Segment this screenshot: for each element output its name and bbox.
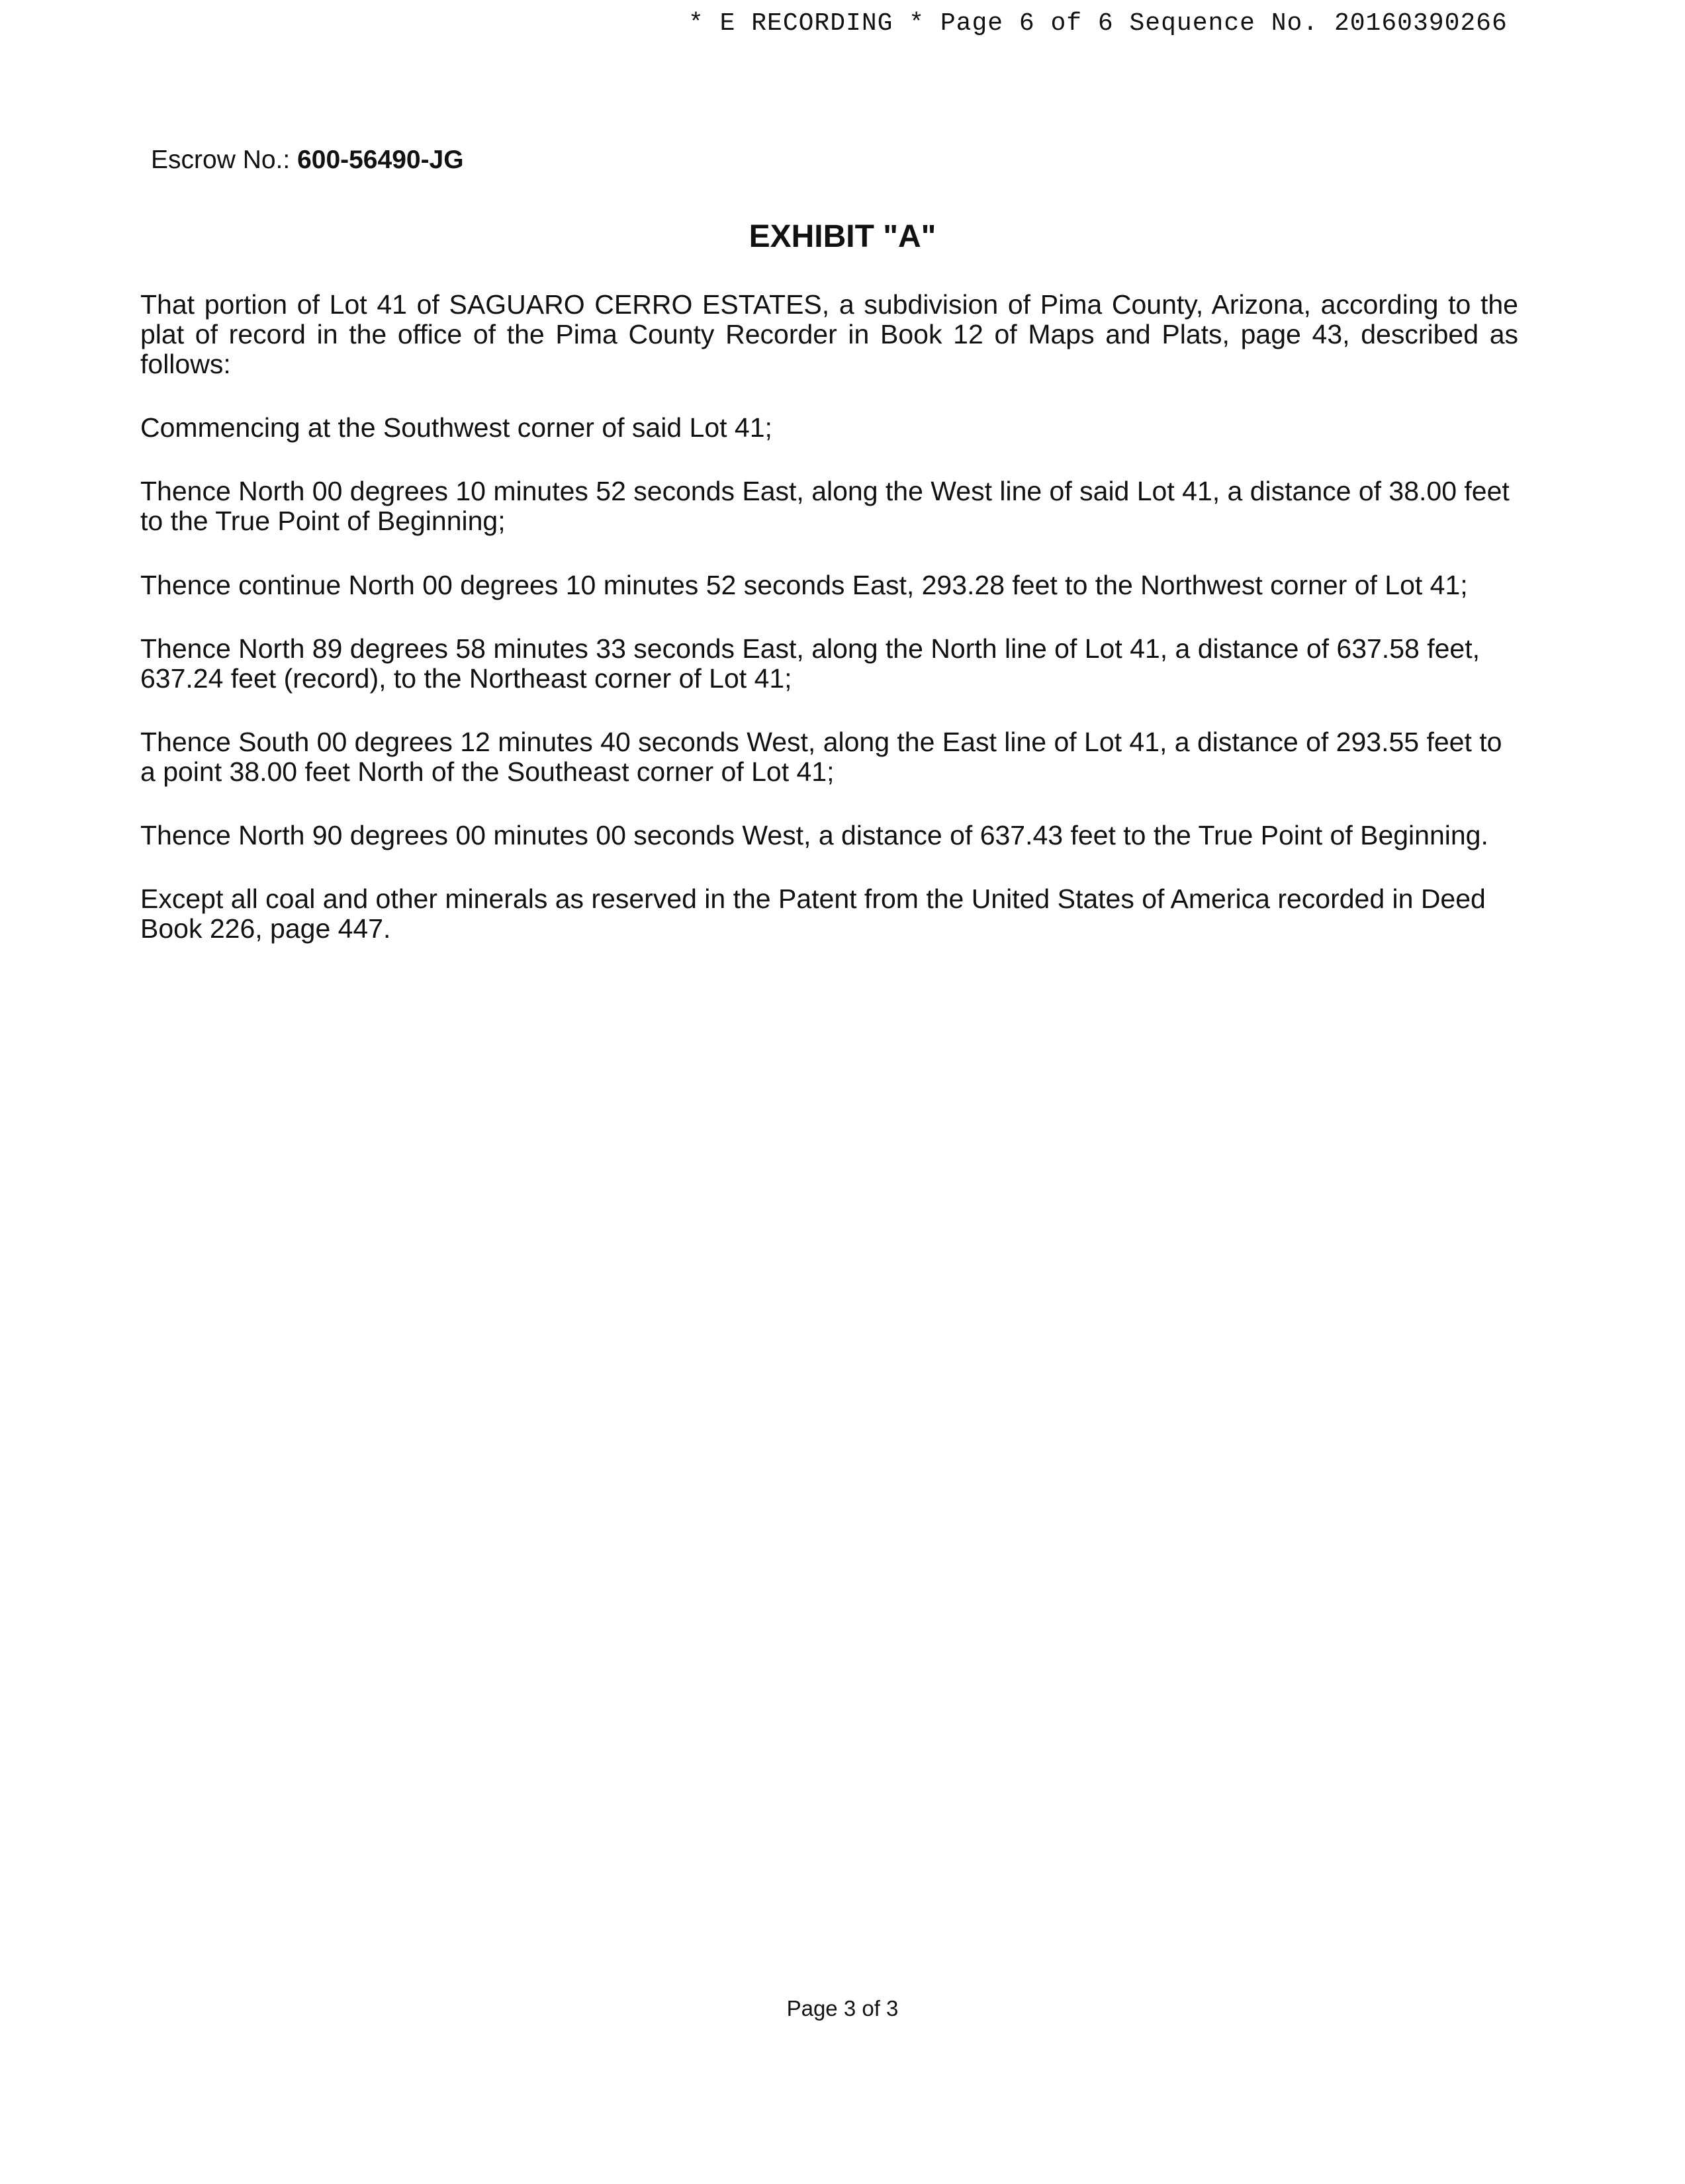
- paragraph-exception: Except all coal and other minerals as reserved in the Patent from the United States of America recorded in Deed Book 226, page 447.: [140, 884, 1486, 944]
- recording-header: * E RECORDING * Page 6 of 6 Sequence No. 20160390266: [688, 9, 1508, 38]
- escrow-number: 600-56490-JG: [297, 146, 464, 174]
- paragraph-course-5: Thence North 90 degrees 00 minutes 00 seconds West, a distance of 637.43 feet to the True Point of Beginning.: [140, 820, 1488, 851]
- page-number-footer: Page 3 of 3: [786, 1996, 899, 2021]
- paragraph-course-4: Thence South 00 degrees 12 minutes 40 seconds West, along the East line of Lot 41, a distance of 293.55 feet to a point 38.00 feet North of the Southeast corner of Lot 41;: [140, 726, 1502, 787]
- paragraph-course-3: Thence North 89 degrees 58 minutes 33 seconds East, along the North line of Lot 41, a distance of 637.58 feet, 637.24 feet (record), to the Northeast corner of Lot 41;: [140, 633, 1480, 694]
- paragraph-course-1: Thence North 00 degrees 10 minutes 52 seconds East, along the West line of said Lot 41, a distance of 38.00 feet to the True Point of Beginning;: [140, 476, 1510, 537]
- legal-description: [140, 290, 1518, 978]
- paragraph-course-2: Thence continue North 00 degrees 10 minutes 52 seconds East, 293.28 feet to the Northwest corner of Lot 41;: [140, 569, 1468, 600]
- paragraph-intro: That portion of Lot 41 of SAGUARO CERRO ESTATES, a subdivision of Pima County, Arizona, according to the plat of record in the office of the Pima County Recorder in Book 12 of Maps and Plats, page 43, described as follows:: [140, 289, 1518, 380]
- escrow-label: Escrow No.:: [151, 146, 291, 174]
- escrow-line: [151, 146, 464, 175]
- exhibit-title: EXHIBIT "A": [749, 219, 936, 254]
- paragraph-commencing: Commencing at the Southwest corner of said Lot 41;: [140, 412, 772, 443]
